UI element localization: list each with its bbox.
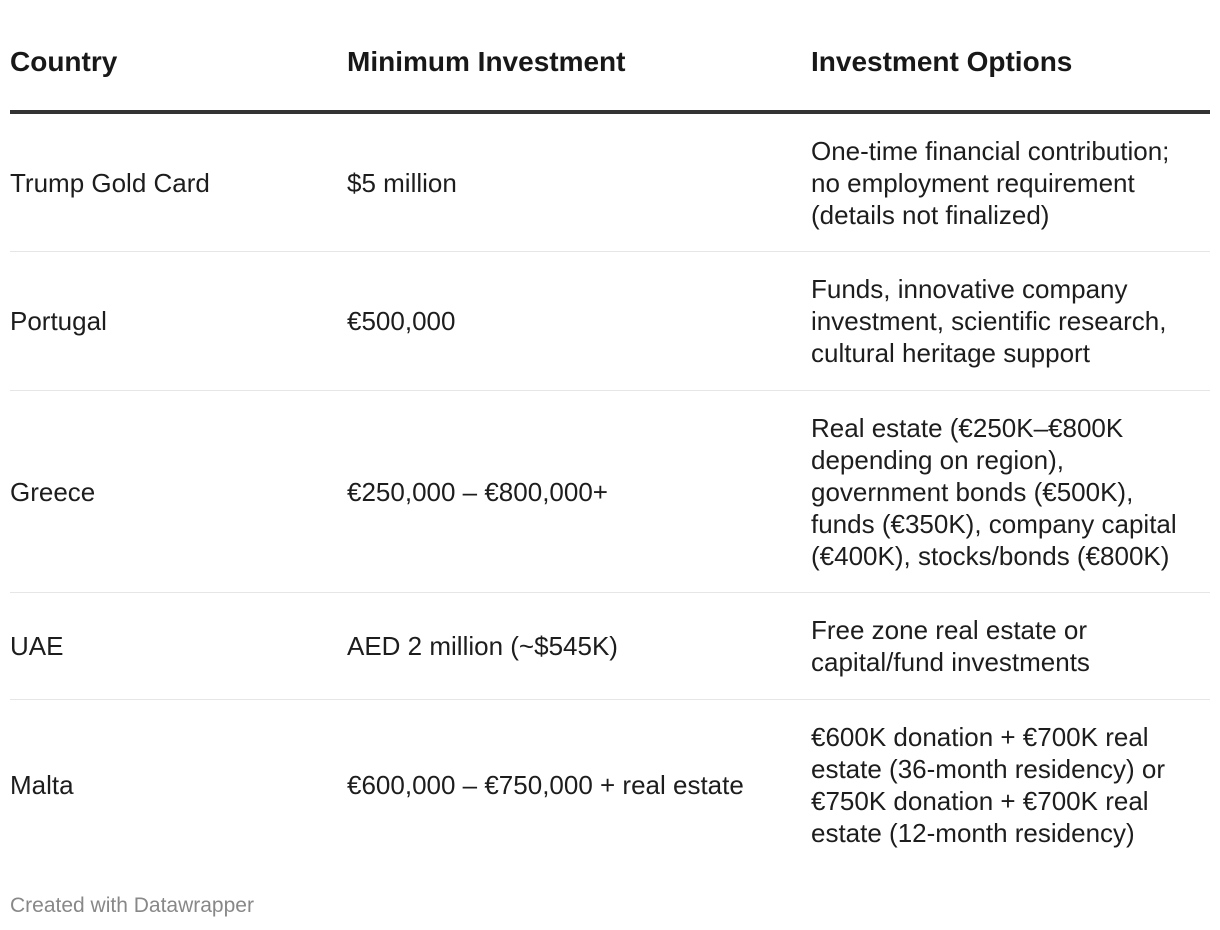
table-row — [10, 112, 1210, 252]
cell-investment-options: Funds, innovative company investment, scientific research, cultural heritage support — [811, 252, 1210, 391]
cell-minimum-investment: €600,000 – €750,000 + real estate — [347, 770, 744, 800]
table-row — [10, 391, 1210, 593]
header-row — [10, 0, 1210, 112]
cell-investment-options: One-time financial contribution; no employment requirement (details not finalized) — [811, 112, 1210, 252]
cell-country: Greece — [10, 391, 347, 593]
cell-country: Portugal — [10, 252, 347, 391]
datawrapper-credit: Created with Datawrapper — [10, 894, 254, 917]
cell-country: Malta — [10, 770, 74, 800]
table-row — [10, 700, 1210, 871]
cell-country: Trump Gold Card — [10, 112, 347, 252]
table-body — [10, 112, 1210, 870]
table-row — [10, 252, 1210, 391]
cell-investment-options: Real estate (€250K–€800K depending on region), government bonds (€500K), funds (€350K), company capital (€400K), stocks/bonds (€800K) — [811, 391, 1210, 593]
cell-country: UAE — [10, 593, 347, 700]
cell-investment-options: €600K donation + €700K real estate (36-month residency) or €750K donation + €700K real estate (12-month residency) — [811, 722, 1166, 848]
column-header-investment-options: Investment Options — [811, 0, 1210, 112]
investment-table — [10, 0, 1210, 870]
cell-minimum-investment: AED 2 million (~$545K) — [347, 593, 811, 700]
table-row — [10, 593, 1210, 700]
comparison-table — [10, 0, 1210, 870]
cell-investment-options: Free zone real estate or capital/fund investments — [811, 593, 1210, 700]
table-header — [10, 0, 1210, 112]
cell-minimum-investment: $5 million — [347, 112, 811, 252]
cell-minimum-investment: €500,000 — [347, 252, 811, 391]
column-header-minimum-investment: Minimum Investment — [347, 0, 811, 112]
column-header-country: Country — [10, 0, 347, 112]
cell-minimum-investment: €250,000 – €800,000+ — [347, 391, 811, 593]
